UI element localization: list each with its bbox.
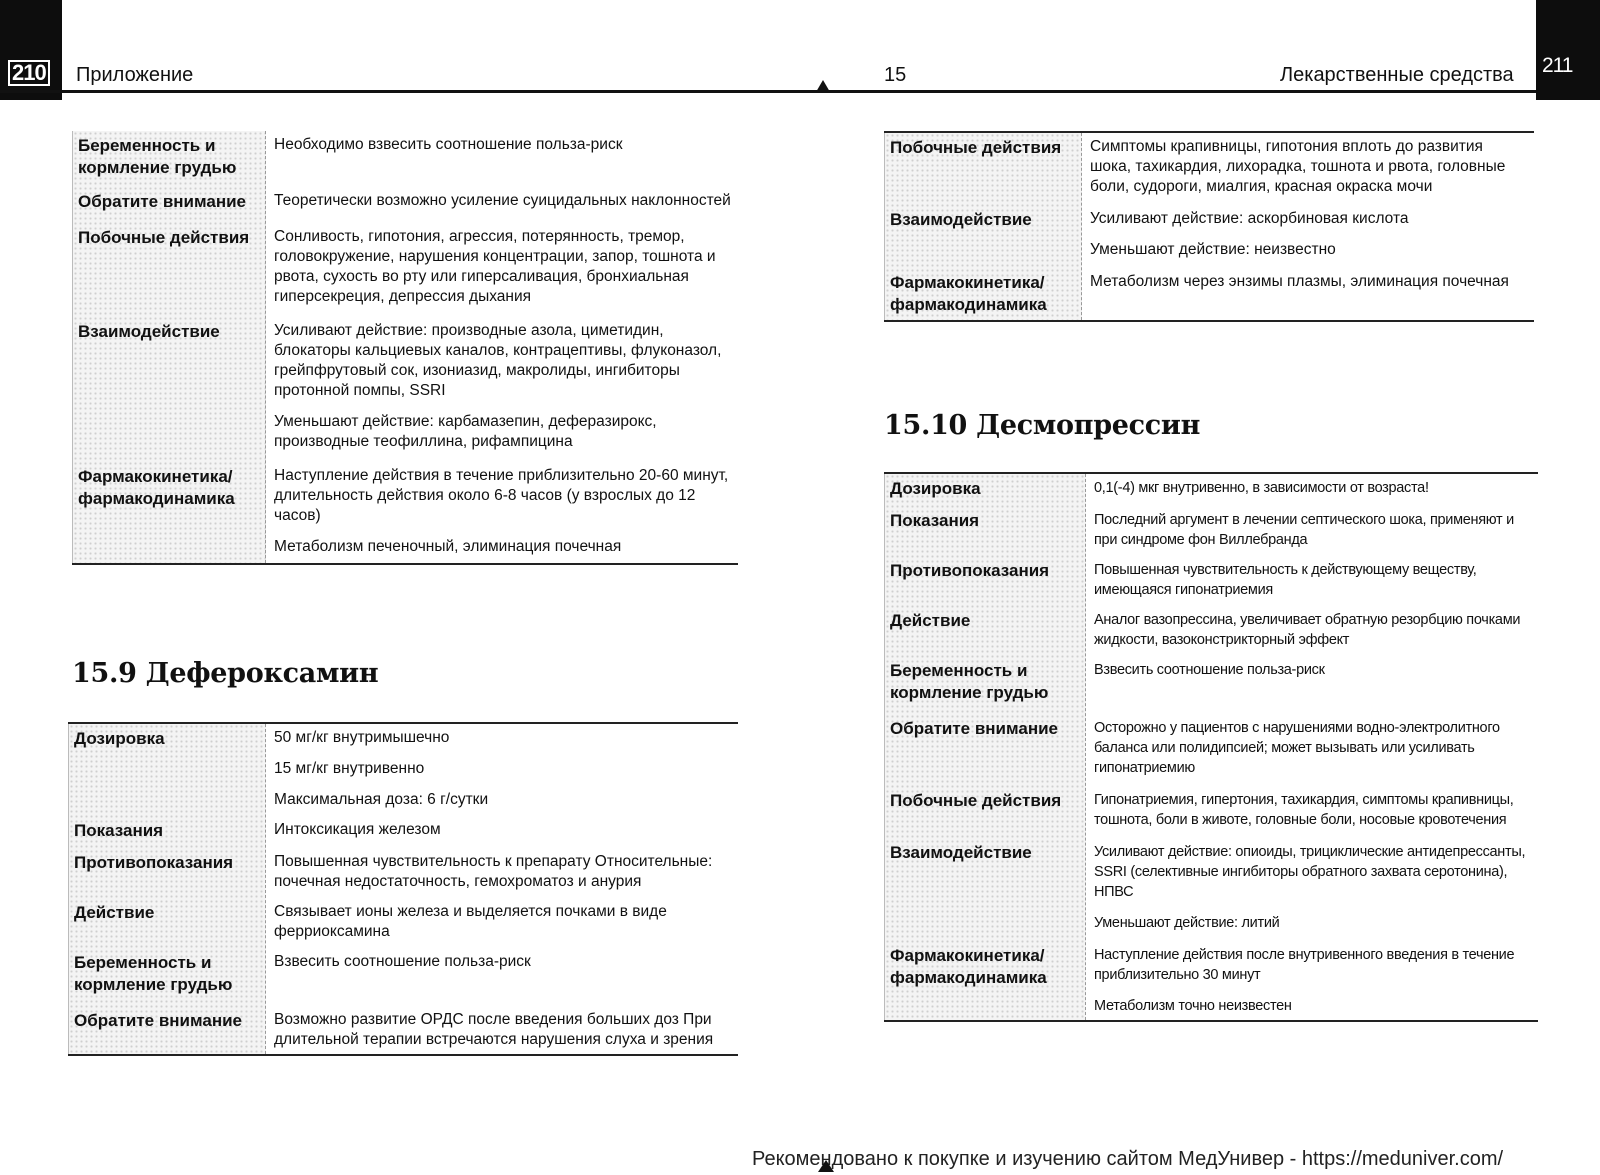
row-value: Связывает ионы железа и выделяется почками в виде ферриоксамина <box>274 903 667 940</box>
row-values <box>264 187 738 213</box>
table-row <box>68 898 738 948</box>
row-label: Беременность и кормление грудью <box>78 136 237 177</box>
row-values <box>264 223 738 307</box>
row-label: Побочные действия <box>890 791 1062 810</box>
row-value: Метаболизм печеночный, элиминация почечная <box>274 538 622 555</box>
row-values <box>264 462 738 557</box>
row-value: Уменьшают действие: карбамазепин, деферазирокс, производные теофиллина, рифампицина <box>274 413 657 450</box>
spine-marker-bottom <box>818 1160 834 1172</box>
table-row <box>884 941 1538 1020</box>
table-row <box>68 948 738 1006</box>
row-values <box>1084 656 1538 704</box>
row-label: Противопоказания <box>890 561 1050 580</box>
table-row <box>884 838 1538 941</box>
row-values <box>1084 714 1538 778</box>
table-row <box>884 714 1538 786</box>
right-continuation-table <box>884 131 1534 322</box>
row-values <box>1084 556 1538 600</box>
row-value: Максимальная доза: 6 г/сутки <box>274 791 489 808</box>
row-value: Усиливают действие: аскорбиновая кислота <box>1090 210 1409 227</box>
table-row <box>68 816 738 848</box>
section-title-deferoxamine: 15.9 Дефероксамин <box>72 658 379 689</box>
right-running-title: Лекарственные средства <box>1280 64 1514 86</box>
row-values <box>264 724 738 810</box>
row-value: Наступление действия после внутривенного введения в течение приблизительно 30 минут <box>1094 947 1515 983</box>
row-values <box>264 948 738 996</box>
row-values <box>1084 786 1538 830</box>
row-values <box>264 898 738 942</box>
left-page-number: 210 <box>8 60 50 86</box>
row-label: Взаимодействие <box>78 322 220 341</box>
table-row <box>68 724 738 816</box>
table-row <box>884 786 1538 838</box>
table-row <box>884 133 1534 205</box>
row-label: Дозировка <box>74 729 165 748</box>
row-values <box>1084 606 1538 650</box>
row-value: 15 мг/кг внутривенно <box>274 760 425 777</box>
row-label: Показания <box>74 821 164 840</box>
row-value: Гипонатриемия, гипертония, тахикардия, симптомы крапивницы, тошнота, боли в животе, головные боли, носовые кровотечения <box>1094 792 1514 828</box>
table-row <box>68 1006 738 1054</box>
row-values <box>264 816 738 842</box>
row-value: Последний аргумент в лечении септического шока, применяют и при синдроме фон Виллебранда <box>1094 512 1514 548</box>
row-label: Взаимодействие <box>890 210 1032 229</box>
row-values <box>1084 838 1538 933</box>
row-label: Беременность и кормление грудью <box>890 661 1049 702</box>
left-continuation-table <box>72 131 738 565</box>
row-value: Аналог вазопрессина, увеличивает обратную резорбцию почками жидкости, вазоконстрикторный эффект <box>1094 612 1521 648</box>
row-label: Фармакокинетика/ фармакодинамика <box>890 273 1047 314</box>
right-page-number: 211 <box>1542 54 1573 77</box>
table-row <box>884 268 1534 320</box>
right-page-number-block <box>1536 0 1600 100</box>
row-label: Действие <box>74 903 155 922</box>
row-values <box>1080 268 1534 316</box>
table-row <box>884 556 1538 606</box>
row-values <box>1084 474 1538 500</box>
row-value: Усиливают действие: опиоиды, трициклические антидепрессанты, SSRI (селективные ингибиторы обратного захвата серотонина), НПВС <box>1094 844 1526 900</box>
row-value: Осторожно у пациентов с нарушениями водно-электролитного баланса или полидипсией; может вызывать или усиливать гипонатриемию <box>1094 720 1500 776</box>
table-row <box>884 606 1538 656</box>
row-value: Возможно развитие ОРДС после введения больших доз При длительной терапии встречаются нарушения слуха и зрения <box>274 1011 714 1048</box>
row-value: Метаболизм через энзимы плазмы, элиминация почечная <box>1090 273 1509 290</box>
row-value: Усиливают действие: производные азола, циметидин, блокаторы кальциевых каналов, контрацептивы, флуконазол, грейпфрутовый сок, изониазид, макролиды, ингибиторы протонной помпы, SSRI <box>274 322 722 399</box>
row-value: Повышенная чувствительность к препарату Относительные: почечная недостаточность, гемохроматоз и анурия <box>274 853 713 890</box>
section-title-desmopressin: 15.10 Десмопрессин <box>884 410 1201 441</box>
row-value: Взвесить соотношение польза-риск <box>1094 662 1325 678</box>
row-label: Обратите внимание <box>74 1011 242 1030</box>
row-values <box>1080 205 1534 260</box>
row-values <box>264 1006 738 1050</box>
desmopressin-table <box>884 472 1538 1022</box>
row-label: Беременность и кормление грудью <box>74 953 233 994</box>
row-values <box>264 131 738 179</box>
row-label: Дозировка <box>890 479 981 498</box>
row-label: Обратите внимание <box>890 719 1058 738</box>
footer-recommendation: Рекомендовано к покупке и изучению сайтом МедУнивер - https://meduniver.com/ <box>752 1148 1504 1170</box>
row-value: Необходимо взвесить соотношение польза-риск <box>274 136 623 153</box>
row-label: Побочные действия <box>890 138 1062 157</box>
row-value: Интоксикация железом <box>274 821 441 838</box>
row-value: 50 мг/кг внутримышечно <box>274 729 450 746</box>
row-value: Наступление действия в течение приблизительно 20-60 минут, длительность действия около 6-8 часов (у взрослых до 12 часов) <box>274 467 729 524</box>
table-row <box>72 223 738 317</box>
row-value: 0,1(-4) мкг внутривенно, в зависимости от возраста! <box>1094 480 1429 496</box>
row-label: Побочные действия <box>78 228 250 247</box>
deferoxamine-table <box>68 722 738 1056</box>
left-page-number-block <box>0 0 62 100</box>
row-value: Взвесить соотношение польза-риск <box>274 953 531 970</box>
table-row <box>68 848 738 898</box>
table-row <box>884 474 1538 506</box>
row-value: Сонливость, гипотония, агрессия, потерянность, тремор, головокружение, нарушения концентрации, запор, тошнота и рвота, сухость во рту или гиперсаливация, бронхиальная гиперсекреция, депрессия дыхания <box>274 228 716 305</box>
left-running-title: Приложение <box>76 64 194 86</box>
table-row <box>884 205 1534 268</box>
table-row <box>72 317 738 462</box>
row-label: Действие <box>890 611 971 630</box>
table-row <box>72 462 738 563</box>
row-values <box>1080 133 1534 197</box>
chapter-number: 15 <box>884 64 907 86</box>
row-value: Уменьшают действие: неизвестно <box>1090 241 1336 258</box>
row-value: Симптомы крапивницы, гипотония вплоть до развития шока, тахикардия, лихорадка, тошнота и рвота, головные боли, судороги, миалгия, красная окраска мочи <box>1090 138 1506 195</box>
row-label: Фармакокинетика/ фармакодинамика <box>78 467 235 508</box>
row-value: Уменьшают действие: литий <box>1094 915 1280 931</box>
table-row <box>884 506 1538 556</box>
row-value: Теоретически возможно усиление суицидальных наклонностей <box>274 192 731 209</box>
table-row <box>72 187 738 223</box>
row-values <box>1084 506 1538 550</box>
row-value: Метаболизм точно неизвестен <box>1094 998 1292 1014</box>
table-row <box>884 656 1538 714</box>
row-value: Повышенная чувствительность к действующему веществу, имеющаяся гипонатриемия <box>1094 562 1477 598</box>
row-label: Показания <box>890 511 980 530</box>
row-label: Взаимодействие <box>890 843 1032 862</box>
row-label: Противопоказания <box>74 853 234 872</box>
row-label: Обратите внимание <box>78 192 246 211</box>
row-label: Фармакокинетика/ фармакодинамика <box>890 946 1047 987</box>
row-values <box>264 317 738 452</box>
table-row <box>72 131 738 187</box>
row-values <box>264 848 738 892</box>
right-header-rule <box>820 90 1536 93</box>
row-values <box>1084 941 1538 1016</box>
left-header-rule <box>0 90 820 93</box>
